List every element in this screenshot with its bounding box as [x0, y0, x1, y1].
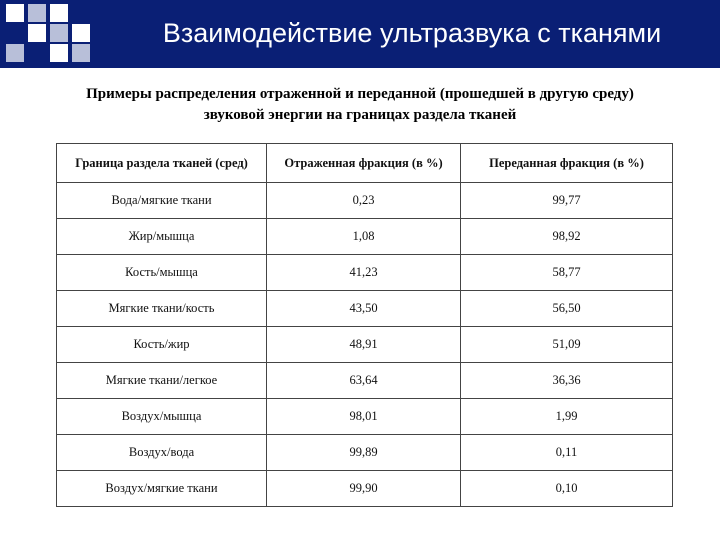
reflected-cell: 99,89 [267, 435, 461, 471]
table-row [57, 363, 673, 399]
table-row [57, 291, 673, 327]
boundary-cell: Вода/мягкие ткани [57, 183, 267, 219]
decorative-squares [0, 0, 110, 68]
boundary-cell: Воздух/мышца [57, 399, 267, 435]
caption-line-2: звуковой энергии на границах раздела тканей [203, 107, 517, 123]
reflection-table [56, 143, 673, 507]
table-row [57, 327, 673, 363]
boundary-cell: Кость/мышца [57, 255, 267, 291]
reflected-cell: 63,64 [267, 363, 461, 399]
boundary-cell: Кость/жир [57, 327, 267, 363]
deco-square [6, 44, 24, 62]
table-row [57, 255, 673, 291]
boundary-cell: Воздух/вода [57, 435, 267, 471]
transmitted-cell: 98,92 [461, 219, 673, 255]
reflected-cell: 99,90 [267, 471, 461, 507]
transmitted-cell: 0,11 [461, 435, 673, 471]
reflected-cell: 1,08 [267, 219, 461, 255]
title-band [0, 0, 720, 68]
deco-square [72, 24, 90, 42]
transmitted-cell: 58,77 [461, 255, 673, 291]
deco-square [50, 44, 68, 62]
caption-line-1: Примеры распределения отраженной и переданной (прошедшей в другую среду) [86, 86, 634, 102]
boundary-cell: Воздух/мягкие ткани [57, 471, 267, 507]
table-header-row [57, 144, 673, 183]
deco-square [72, 44, 90, 62]
transmitted-cell: 1,99 [461, 399, 673, 435]
table-row [57, 183, 673, 219]
header-boundary: Граница раздела тканей (сред) [57, 144, 267, 183]
deco-square [6, 4, 24, 22]
table-caption [20, 84, 700, 126]
transmitted-cell: 36,36 [461, 363, 673, 399]
transmitted-cell: 99,77 [461, 183, 673, 219]
header-reflected: Отраженная фракция (в %) [267, 144, 461, 183]
boundary-cell: Жир/мышца [57, 219, 267, 255]
transmitted-cell: 56,50 [461, 291, 673, 327]
table-row [57, 399, 673, 435]
table-row [57, 435, 673, 471]
slide-title: Взаимодействие ультразвука с тканями [162, 18, 662, 48]
reflected-cell: 0,23 [267, 183, 461, 219]
deco-square [28, 4, 46, 22]
boundary-cell: Мягкие ткани/кость [57, 291, 267, 327]
reflected-cell: 41,23 [267, 255, 461, 291]
table-row [57, 471, 673, 507]
transmitted-cell: 51,09 [461, 327, 673, 363]
table-row [57, 219, 673, 255]
reflected-cell: 48,91 [267, 327, 461, 363]
reflected-cell: 43,50 [267, 291, 461, 327]
transmitted-cell: 0,10 [461, 471, 673, 507]
deco-square [50, 24, 68, 42]
deco-square [28, 24, 46, 42]
boundary-cell: Мягкие ткани/легкое [57, 363, 267, 399]
reflected-cell: 98,01 [267, 399, 461, 435]
header-transmitted: Переданная фракция (в %) [461, 144, 673, 183]
deco-square [50, 4, 68, 22]
